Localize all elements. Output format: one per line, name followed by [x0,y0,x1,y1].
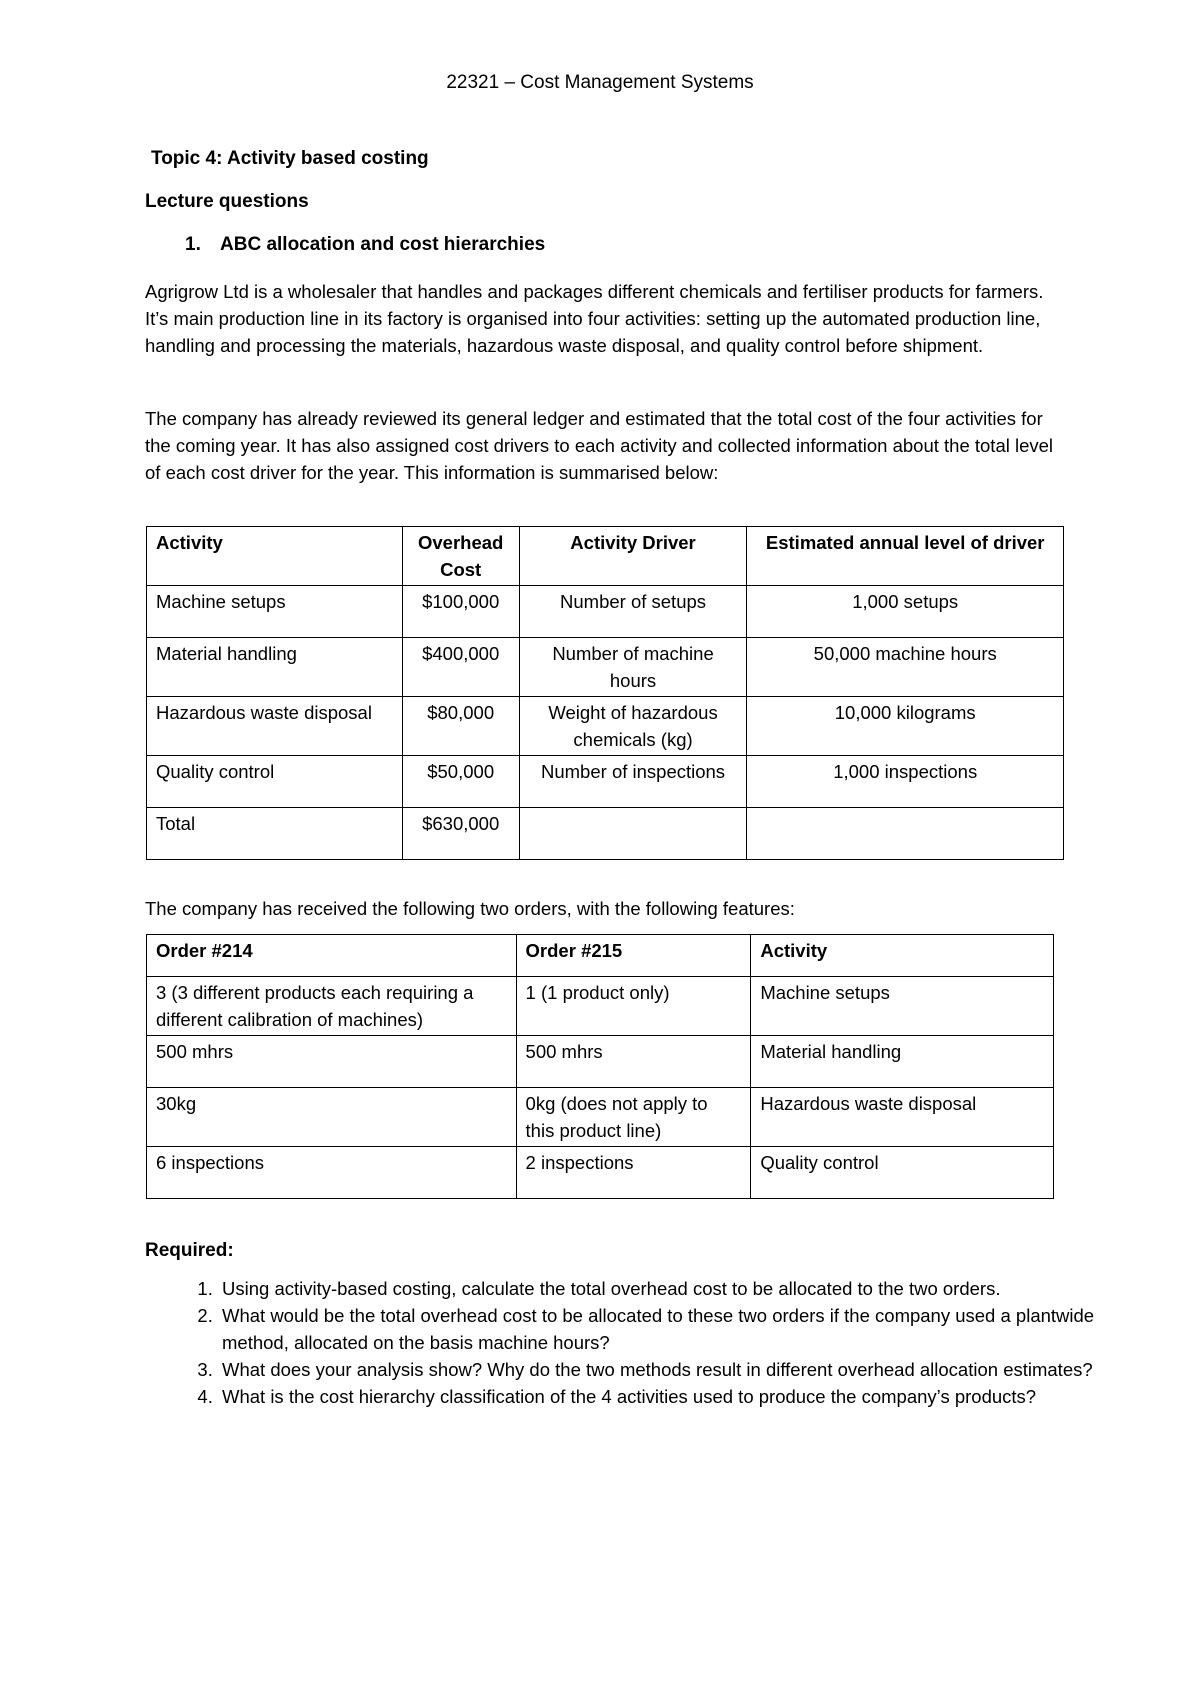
table-cell: $50,000 [402,756,519,808]
table-cell [519,808,747,860]
table-cell: Quality control [751,1147,1054,1199]
required-title: Required: [145,1240,234,1261]
table-cell: Number of machine hours [519,638,747,697]
table-cell: Weight of hazardous chemicals (kg) [519,697,747,756]
table-cell: $400,000 [402,638,519,697]
section-title: Lecture questions [145,191,309,212]
table-row [147,697,1064,756]
orders-intro: The company has received the following two orders, with the following features: [145,898,795,919]
table-cell: Number of setups [519,586,747,638]
activity-table [146,526,1064,860]
column-header: Estimated annual level of driver [747,527,1064,586]
table-header-row [147,527,1064,586]
column-header: Overhead Cost [402,527,519,586]
column-header: Activity Driver [519,527,747,586]
table-row [147,586,1064,638]
table-cell: Material handling [147,638,403,697]
required-list [180,1275,1098,1410]
table-cell: 6 inspections [147,1147,517,1199]
table-row [147,977,1054,1036]
intro-paragraph: Agrigrow Ltd is a wholesaler that handles and packages different chemicals and fertiliser products for farmers. It’s main production line in its factory is organised into four activities: setting up the automated production line, handling and processing the materials, hazardous waste disposal, and quality control before shipment. [145,281,1044,356]
list-item: 4. What is the cost hierarchy classification of the 4 activities used to produce the company’s products? [218,1383,1098,1410]
table-cell [747,808,1064,860]
table-cell: $100,000 [402,586,519,638]
table-total-row [147,808,1064,860]
table-cell: 50,000 machine hours [747,638,1064,697]
table-cell: Quality control [147,756,403,808]
table-row [147,1036,1054,1088]
column-header: Activity [147,527,403,586]
column-header: Activity [751,935,1054,977]
table-cell: Number of inspections [519,756,747,808]
table-cell: 1,000 setups [747,586,1064,638]
table-cell: Hazardous waste disposal [751,1088,1054,1147]
column-header: Order #215 [516,935,751,977]
table-row [147,638,1064,697]
table-cell: 500 mhrs [516,1036,751,1088]
list-item: 1. Using activity-based costing, calculate the total overhead cost to be allocated to the two orders. [218,1275,1098,1302]
table-row [147,1088,1054,1147]
table-header-row [147,935,1054,977]
table-cell: 500 mhrs [147,1036,517,1088]
table-cell: 10,000 kilograms [747,697,1064,756]
orders-table [146,934,1054,1199]
table-cell: $630,000 [402,808,519,860]
question-number: 1. [185,234,201,255]
page-header: 22321 – Cost Management Systems [446,72,754,93]
table-cell: $80,000 [402,697,519,756]
table-cell: Machine setups [147,586,403,638]
table-row [147,756,1064,808]
column-header: Order #214 [147,935,517,977]
table-cell: 3 (3 different products each requiring a different calibration of machines) [147,977,517,1036]
ledger-paragraph: The company has already reviewed its general ledger and estimated that the total cost of the four activities for the coming year. It has also assigned cost drivers to each activity and collected information about the total level of each cost driver for the year. This information is summarised below: [145,408,1054,483]
table-cell: Total [147,808,403,860]
table-cell: 2 inspections [516,1147,751,1199]
table-cell: 30kg [147,1088,517,1147]
table-cell: 1,000 inspections [747,756,1064,808]
table-cell: 1 (1 product only) [516,977,751,1036]
question-title: ABC allocation and cost hierarchies [220,234,546,255]
table-cell: Material handling [751,1036,1054,1088]
table-row [147,1147,1054,1199]
list-item: 2. What would be the total overhead cost to be allocated to these two orders if the company used a plantwide method, allocated on the basis machine hours? [218,1302,1098,1356]
table-cell: Machine setups [751,977,1054,1036]
topic-title: Topic 4: Activity based costing [151,148,429,169]
list-item: 3. What does your analysis show? Why do the two methods result in different overhead allocation estimates? [218,1356,1098,1383]
table-cell: Hazardous waste disposal [147,697,403,756]
table-cell: 0kg (does not apply to this product line) [516,1088,751,1147]
